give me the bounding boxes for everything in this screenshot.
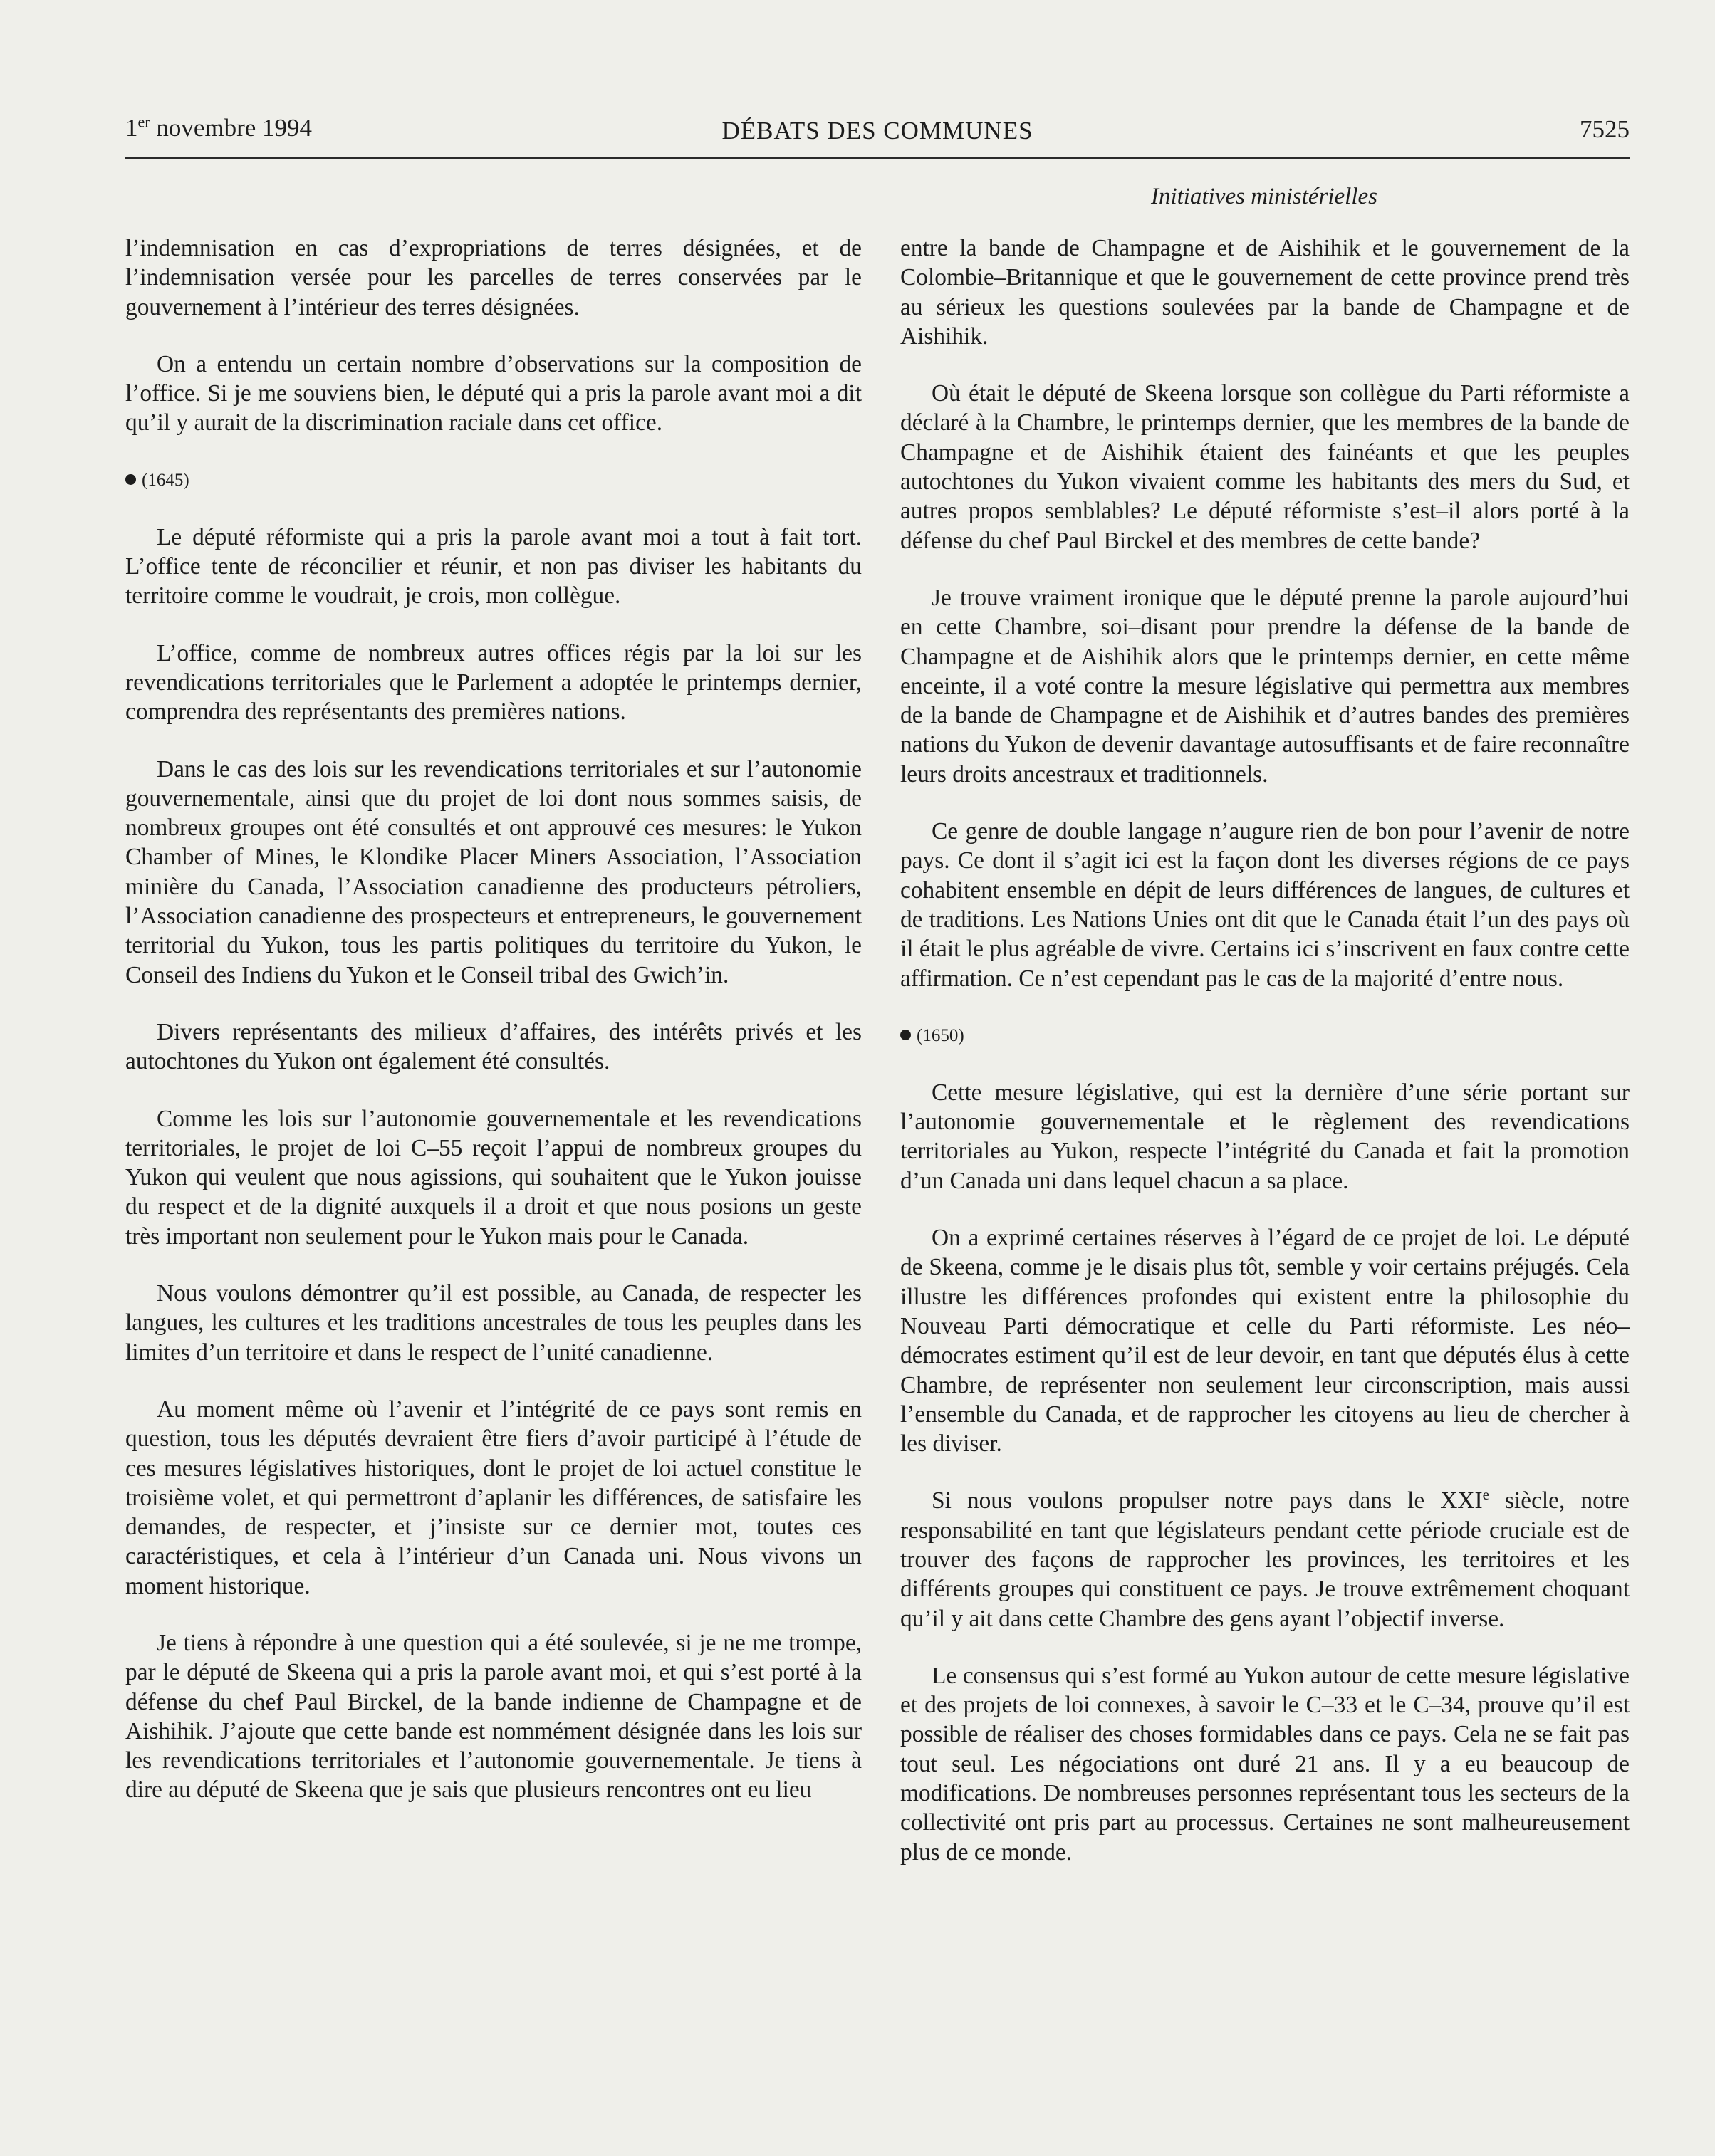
paragraph: Ce genre de double langage n’augure rien de bon pour l’avenir de notre pays. Ce dont il s’agit ici est la façon dont les diverses régions de ce pays cohabitent ensemble en dépit de leurs différences de langues, de cultures et de traditions. Les Nations Unies ont dit que le Canada était l’un des pays où il était le plus agréable de vivre. Certains ici s’inscrivent en faux contre cette affirmation. Ce n’est cependant pas le cas de la majorité d’entre nous.: [900, 818, 1630, 992]
paragraph: Je tiens à répondre à une question qui a été soulevée, si je ne me trompe, par le député de Skeena qui a pris la parole avant moi, et qui s’est porté à la défense du chef Paul Birckel, de la bande indienne de Champagne et de Aishihik. J’ajoute que cette bande est nommément désignée dans les lois sur les revendications territoriales et l’autonomie gouvernementale. Je tiens à dire au député de Skeena que je sais que plusieurs rencontres ont eu lieu: [125, 1629, 862, 1804]
paragraph: l’indemnisation en cas d’expropriations de terres désignées, et de l’indemnisation versée pour les parcelles de terres conservées par le gouvernement à l’intérieur des terres désignées.: [125, 235, 862, 320]
paragraph-text: Si nous voulons propulser notre pays dans le XXI: [932, 1487, 1483, 1514]
page-header: [125, 107, 1630, 159]
right-column: [900, 234, 1630, 1895]
header-title: DÉBATS DES COMMUNES: [721, 117, 1033, 145]
paragraph: Au moment même où l’avenir et l’intégrité de ce pays sont remis en question, tous les députés devraient être fiers d’avoir participé à l’étude de ces mesures législatives historiques, dont le projet de loi actuel constitue le troisième volet, et qui permettront d’aplanir les différences, de satisfaire les demandes, de respecter, et j’insiste sur ce dernier mot, toutes ces caractéristiques, et cela à l’intérieur d’un Canada uni. Nous vivons un moment historique.: [125, 1396, 862, 1599]
timestamp-text: (1650): [917, 1025, 964, 1045]
header-date-superscript: er: [137, 112, 150, 131]
paragraph: [900, 1486, 1630, 1633]
timestamp: [900, 1021, 1630, 1050]
timestamp-text: (1645): [142, 470, 189, 490]
paragraph: Nous voulons démontrer qu’il est possible, au Canada, de respecter les langues, les cultures et les traditions ancestrales de tous les peuples dans les limites d’un territoire et dans le respect de l’unité canadienne.: [125, 1280, 862, 1366]
section-title: Initiatives ministérielles: [1150, 184, 1378, 209]
paragraph: On a exprimé certaines réserves à l’égard de ce projet de loi. Le député de Skeena, comme je le disais plus tôt, semble y voir certains préjugés. Cela illustre les différences profondes qui existent entre la philosophie du Nouveau Parti démocratique et celle du Parti réformiste. Les néo–démocrates estiment qu’il est de leur devoir, en tant que députés élus à cette Chambre, de représenter non seulement leur circonscription, mais aussi l’ensemble du Canada, et de rapprocher les citoyens au lieu de chercher à les diviser.: [900, 1225, 1630, 1458]
header-date-month-year: novembre 1994: [150, 114, 313, 142]
paragraph: On a entendu un certain nombre d’observations sur la composition de l’office. Si je me souviens bien, le député qui a pris la parole avant moi a dit qu’il y aurait de la discrimination raciale dans cet office.: [125, 350, 862, 436]
paragraph: Où était le député de Skeena lorsque son collègue du Parti réformiste a déclaré à la Chambre, le printemps dernier, que les membres de la bande de Champagne et de Aishihik étaient des fainéants et que les peuples autochtones du Yukon vivaient comme les habitants des mers du Sud, et autres propos semblables? Le député réformiste s’est–il alors porté à la défense du chef Paul Birckel et des membres de cette bande?: [900, 380, 1630, 554]
paragraph: Le consensus qui s’est formé au Yukon autour de cette mesure législative et des projets de loi connexes, à savoir le C–33 et le C–34, prouve qu’il est possible de réaliser des choses formidables dans ce pays. Cela ne se fait pas tout seul. Les négociations ont duré 21 ans. Il y a eu beaucoup de modifications. De nombreuses personnes représentant tous les secteurs de la collectivité ont pris part au processus. Certaines ne sont malheureusement plus de ce monde.: [900, 1662, 1630, 1865]
paragraph: Comme les lois sur l’autonomie gouvernementale et les revendications territoriales, le projet de loi C–55 reçoit l’appui de nombreux groupes du Yukon qui veulent que nous agissions, qui souhaitent que le Yukon jouisse du respect et de la dignité auxquels il a droit et que nous posions un geste très important non seulement pour le Yukon mais pour le Canada.: [125, 1105, 862, 1250]
paragraph: Dans le cas des lois sur les revendications territoriales et sur l’autonomie gouvernementale, ainsi que du projet de loi dont nous sommes saisis, de nombreux groupes ont été consultés et ont approuvé ces mesures: le Yukon Chamber of Mines, le Klondike Placer Miners Association, l’Association minière du Canada, l’Association canadienne des producteurs pétroliers, l’Association canadienne des prospecteurs et entrepreneurs, le gouvernement territorial du Yukon, tous les partis politiques du territoire du Yukon, le Conseil des Indiens du Yukon et le Conseil tribal des Gwich’in.: [125, 755, 862, 988]
header-date-day: 1: [125, 114, 138, 142]
paragraph: Le député réformiste qui a pris la parole avant moi a tout à fait tort. L’office tente de réconcilier et réunir, et non pas diviser les habitants du territoire comme le voudrait, je crois, mon collègue.: [125, 523, 862, 609]
page-number: 7525: [1580, 115, 1630, 143]
paragraph: entre la bande de Champagne et de Aishihik et le gouvernement de la Colombie–Britannique et que le gouvernement de cette province prend très au sérieux les questions soulevées par la bande de Champagne et de Aishihik.: [900, 235, 1630, 350]
paragraph: Cette mesure législative, qui est la dernière d’une série portant sur l’autonomie gouvernementale et le règlement des revendications territoriales au Yukon, respecte l’intégrité du Canada et fait la promotion d’un Canada uni dans lequel chacun a sa place.: [900, 1079, 1630, 1194]
paragraph: L’office, comme de nombreux autres offices régis par la loi sur les revendications territoriales que le Parlement a adoptée le printemps dernier, comprendra des représentants des premières nations.: [125, 639, 862, 726]
paragraph: Divers représentants des milieux d’affaires, des intérêts privés et les autochtones du Yukon ont également été consultés.: [125, 1018, 862, 1075]
paragraph-text: siècle, notre responsabilité en tant que législateurs pendant cette période cruciale est de trouver des façons de rapprocher les provinces, les territoires et les différents groupes qui constituent ce pays. Je trouve extrêmement choquant qu’il y ait dans cette Chambre des gens ayant l’objectif inverse.: [900, 1487, 1630, 1632]
century-superscript: e: [1482, 1486, 1489, 1504]
paragraph: Je trouve vraiment ironique que le député prenne la parole aujourd’hui en cette Chambre, soi–disant pour prendre la défense de la bande de Champagne et de Aishihik alors que le printemps dernier, en cette même enceinte, il a voté contre la mesure législative qui permettra aux membres de la bande de Champagne et de Aishihik et d’autres bandes des premières nations du Yukon de devenir davantage autosuffisants et de faire reconnaître leurs droits ancestraux et traditionnels.: [900, 584, 1630, 787]
bullet-icon: [900, 1030, 911, 1040]
timestamp: [125, 466, 862, 495]
left-column: [125, 234, 862, 1833]
bullet-icon: [125, 474, 136, 485]
